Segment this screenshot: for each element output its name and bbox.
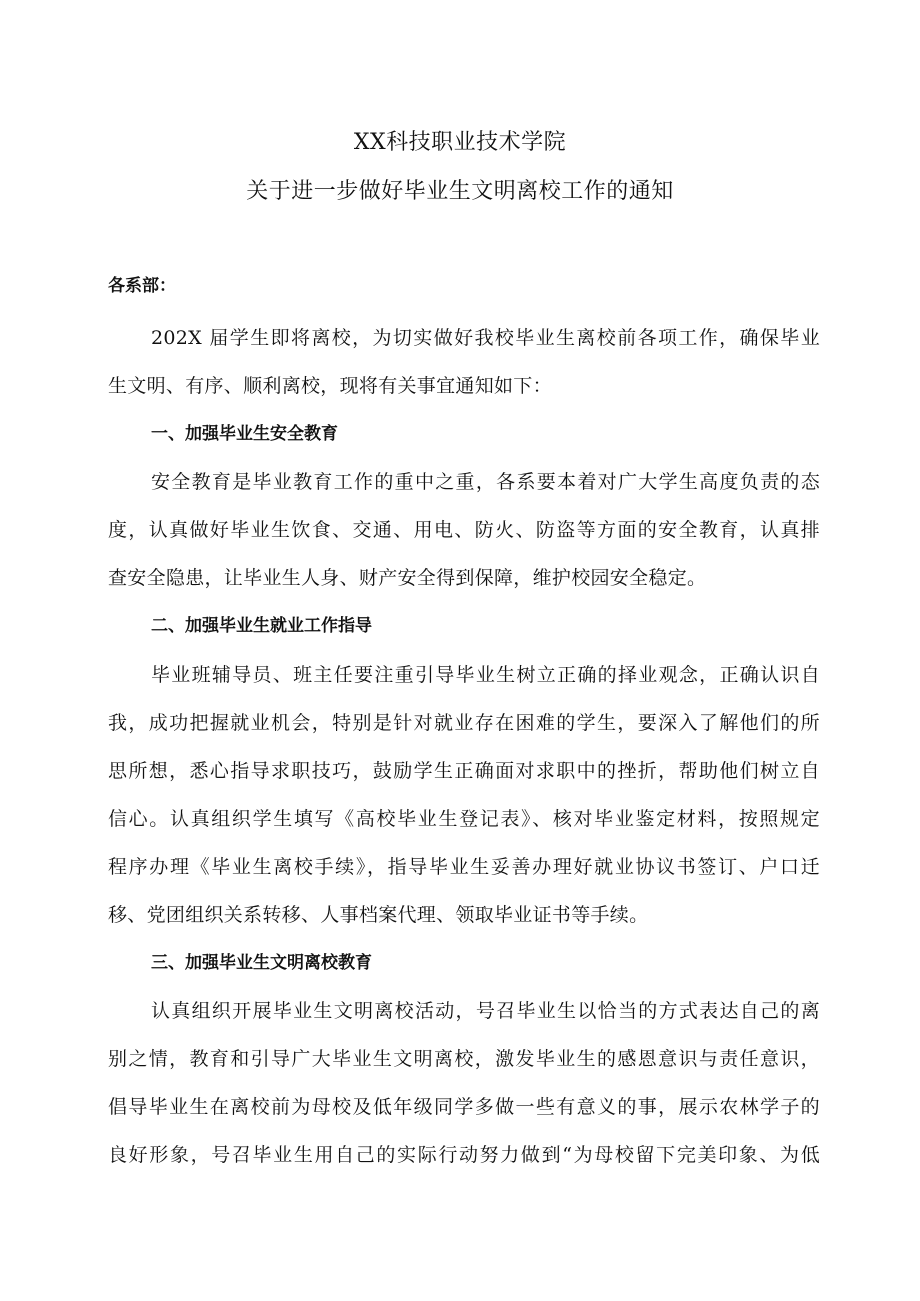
document-title-notice: 关于进一步做好毕业生文明离校工作的通知: [246, 179, 674, 204]
paragraph-line: 查安全隐患，让毕业生人身、财产安全得到保障，维护校园安全稳定。: [108, 567, 707, 589]
paragraph-line: 良好形象，号召毕业生用自己的实际行动努力做到“为母校留下完美印象、为低: [108, 1144, 820, 1166]
paragraph-line: 倡导毕业生在离校前为母校及低年级同学多做一些有意义的事，展示农林学子的: [108, 1096, 820, 1118]
intro-line: 生文明、有序、顺利离校，现将有关事宜通知如下：: [108, 375, 552, 397]
paragraph-line: 度，认真做好毕业生饮食、交通、用电、防火、防盗等方面的安全教育，认真排: [108, 519, 820, 541]
paragraph-line: 认真组织开展毕业生文明离校活动，号召毕业生以恰当的方式表达自己的离: [151, 1000, 820, 1022]
paragraph-line: 思所想，悉心指导求职技巧，鼓励学生正确面对求职中的挫折，帮助他们树立自: [108, 760, 820, 782]
paragraph-line: 安全教育是毕业教育工作的重中之重，各系要本着对广大学生高度负责的态: [151, 471, 820, 493]
paragraph-line: 程序办理《毕业生离校手续》，指导毕业生妥善办理好就业协议书签订、户口迁: [108, 856, 820, 878]
section-heading-employment: 二、加强毕业生就业工作指导: [151, 616, 372, 636]
paragraph-line: 毕业班辅导员、班主任要注重引导毕业生树立正确的择业观念，正确认识自: [151, 664, 820, 686]
salutation: 各系部：: [108, 276, 176, 296]
paragraph-line: 移、党团组织关系转移、人事档案代理、领取毕业证书等手续。: [108, 904, 649, 926]
paragraph-line: 信心。认真组织学生填写《高校毕业生登记表》、核对毕业鉴定材料，按照规定: [108, 808, 820, 830]
document-title-institution: XX科技职业技术学院: [353, 130, 567, 155]
paragraph-line: 别之情，教育和引导广大毕业生文明离校，激发毕业生的感恩意识与责任意识，: [108, 1048, 820, 1070]
section-heading-safety: 一、加强毕业生安全教育: [151, 424, 338, 444]
paragraph-line: 我，成功把握就业机会，特别是针对就业存在困难的学生，要深入了解他们的所: [108, 712, 820, 734]
intro-line: 202X 届学生即将离校，为切实做好我校毕业生离校前各项工作，确保毕业: [151, 327, 820, 349]
section-heading-civility: 三、加强毕业生文明离校教育: [151, 953, 372, 973]
